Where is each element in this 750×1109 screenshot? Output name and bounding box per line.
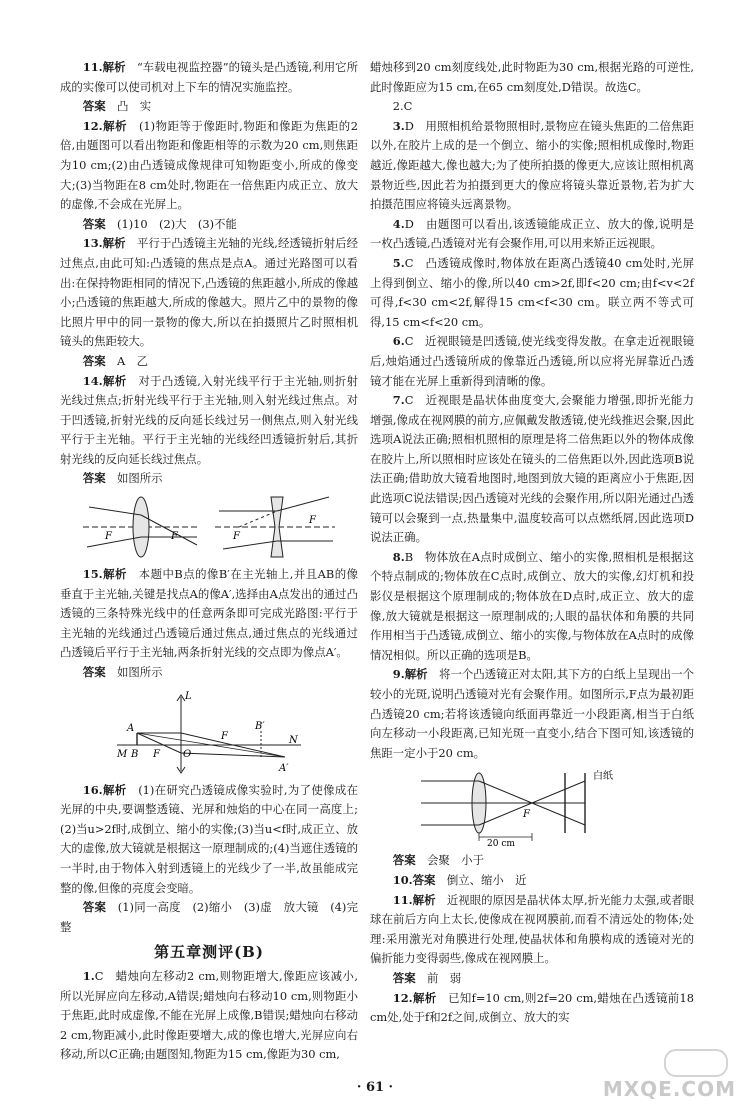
- fig15-label-f: F: [221, 730, 228, 742]
- b10-answer: 10.答案 倒立、缩小 近: [392, 872, 527, 887]
- fig15-label-f-left: F: [153, 748, 160, 760]
- focus-label: F: [523, 809, 530, 821]
- convex-lens-sunlight-diagram: [417, 767, 647, 847]
- b6: 6.C 近视眼镜是凹透镜,使光线变得发散。在拿走近视眼镜后,烛焰通过凸透镜所成的像靠近凸透镜,所以应将光屏靠近凸透镜才能在光屏上重新得到清晰的像。: [370, 334, 694, 388]
- page-number: · 61 ·: [356, 1080, 394, 1095]
- q15-answer: 答案 如图所示: [82, 665, 163, 680]
- fig15-label-m: M: [117, 748, 128, 760]
- b9: 9.解析 将一个凸透镜正对太阳,其下方的白纸上呈现出一个较小的光斑,说明凸透镜对光有会聚作用。如图所示,F点为最初距凸透镜20 cm;若将该透镜向纸面再靠近一小段距离,相当于白纸向左移动一小段距离,已知光斑一直变小,结合下图可知,该透镜的焦距一定小于20 cm。: [370, 667, 694, 760]
- q15: 15.解析 本题中B点的像B′在主光轴上,并且AB的像垂直于主光轴,关键是找点A的像A′,选择由A点发出的通过凸透镜的三条特殊光线中的任意两条即可完成光路图:平行于主光轴的光线通过凸透镜后通过焦点,通过焦点的光线通过凸透镜后平行于主光轴,两条折射光线的交点即为像点A′。: [60, 567, 358, 660]
- lens-ray-diagram-14: [79, 493, 339, 561]
- b5: 5.C 凸透镜成像时,物体放在距离凸透镜40 cm处时,光屏上得到倒立、缩小的像,所以40 cm>2f,即f<20 cm;由f<v<2f可得,f<30 cm<2f,解得15 cm<f<30 cm。联立两不等式可得,15 cm<f<20 cm。: [370, 255, 694, 329]
- watermark-logo: [664, 1049, 728, 1077]
- b11-answer: 答案 前 弱: [392, 970, 462, 985]
- q13: 13.解析 平行于凸透镜主光轴的光线,经透镜折射后经过焦点,由此可知:凸透镜的焦点是点A。通过光路图可以看出:在保持物距相同的情况下,凸透镜的焦距越小,所成的像越小;凸透镜的焦距越大,所成的像越大。照片乙中的景物的像比照片甲中的同一景物的像大,所以在拍摄照片乙时照相机镜头的焦距较大。: [60, 236, 358, 349]
- fig15-label-ap: A′: [279, 762, 289, 774]
- q13-answer: 答案 A 乙: [82, 353, 149, 368]
- b3: 3.D 用照相机给景物照相时,景物应在镜头焦距的二倍焦距以外,在胶片上成的是一个倒立、缩小的实像;照相机成像时,物距越近,像距越大,像也越大;为了使所拍摄的像更大,应该让照相机离景物近些,因此若为拍摄到更大的像应将镜头靠近景物,若为扩大拍摄范围应将镜头远离景物。: [370, 118, 694, 212]
- q16-answer: 答案 (1)同一高度 (2)缩小 (3)虚 放大镜 (4)完整: [60, 900, 358, 934]
- q16: 16.解析 (1)在研究凸透镜成像实验时,为了使像成在光屏的中央,要调整透镜、光屏和烛焰的中心在同一高度上;(2)当u>2f时,成倒立、缩小的实像;(3)当u<f时,成正立、放大的虚像,放大镜就是根据这一原理制成的;(4)当遮住透镜的一半时,由于物体入射到透镜上的光线少了一半,故虽能成完整的像,但像的亮度会变暗。: [60, 782, 358, 895]
- b8: 8.B 物体放在A点时成倒立、缩小的实像,照相机是根据这个特点制成的;物体放在C点时,成倒立、放大的实像,幻灯机和投影仪是根据这个原理制成的;物体放在D点时,成正立、放大的虚像,放大镜就是根据这一原理制成的;人眼的晶状体和角膜的共同作用相当于凸透镜,成倒立、缩小的实像,与物体放在A点时的成像情况相似。所以正确的选项是B。: [370, 549, 694, 662]
- q11-answer: 答案 凸 实: [82, 99, 152, 114]
- left-column: [60, 58, 358, 1065]
- fig14-label-f1: F: [105, 531, 112, 543]
- white-paper-label: 白纸: [593, 771, 613, 783]
- q12-answer: 答案 (1)10 (2)大 (3)不能: [82, 216, 237, 231]
- b1-continued: 蜡烛移到20 cm刻度线处,此时物距为30 cm,根据光路的可逆性,此时像距应为15 cm,在65 cm刻度处,D错误。故选C。: [370, 60, 694, 94]
- fig15-label-b: B: [131, 748, 139, 760]
- b1: 1.C 蜡烛向左移动2 cm,则物距增大,像距应该减小,所以光屏应向左移动,A错误;蜡烛向右移动10 cm,则物距小于焦距,此时成虚像,不能在光屏上成像,B错误;蜡烛向右移动2 cm,物距减小,此时像距要增大,成的像也增大,光屏应向右移动,所以C正确;由题图知,物距为15 cm,像距为30 cm,: [60, 968, 358, 1062]
- watermark: MXQE.COM: [602, 1077, 736, 1101]
- b4: 4.D 由题图可以看出,该透镜能成正立、放大的像,说明是一枚凸透镜,凸透镜对光有会聚作用,可以用来矫正远视眼。: [370, 216, 694, 251]
- fig15-label-l: L: [185, 690, 192, 702]
- fig14-label-f4: F: [309, 515, 316, 527]
- q14: 14.解析 对于凸透镜,入射光线平行于主光轴,则折射光线过焦点;折射光线平行于主光轴,则入射光线过焦点。对于凹透镜,折射光线的反向延长线过另一侧焦点,则入射光线平行于主光轴。平行于主光轴的光线经凹透镜折射后,其折射光线的反向延长线过焦点。: [60, 373, 358, 466]
- fig15-label-bp: B′: [255, 720, 265, 732]
- b12: 12.解析 已知f=10 cm,则2f=20 cm,蜡烛在凸透镜前18 cm处,处于f和2f之间,成倒立、放大的实: [370, 990, 694, 1025]
- b9-answer: 答案 会聚 小于: [392, 853, 484, 868]
- q14-answer: 答案 如图所示: [82, 471, 163, 486]
- b11: 11.解析 近视眼的原因是晶状体太厚,折光能力太强,或者眼球在前后方向上太长,使像成在视网膜前,而看不清远处的物体;处理:采用激光对角膜进行处理,使晶状体和角膜构成的透镜对光的偏折能力变得弱些,像成在视网膜上。: [370, 892, 694, 966]
- fig14-label-f2: F: [171, 531, 178, 543]
- fig14-label-f3: F: [233, 531, 240, 543]
- fig15-label-o: O: [183, 748, 192, 760]
- section-title: 第五章测评(B): [154, 943, 264, 962]
- lens-ray-diagram-15: [109, 687, 309, 777]
- b2: 2.C: [392, 99, 413, 114]
- fig15-label-n: N: [289, 734, 298, 746]
- q11: 11.解析 “车载电视监控器”的镜头是凸透镜,利用它所成的实像可以使司机对上下车的情况实施监控。: [60, 60, 358, 94]
- fig15-label-a: A: [127, 722, 135, 734]
- q12: 12.解析 (1)物距等于像距时,物距和像距为焦距的2倍,由题图可以看出物距和像距相等的示数为20 cm,则焦距为10 cm;(2)由凸透镜成像规律可知物距变小,所成的像变大;(3)当物距在8 cm处时,物距在一倍焦距内成正立、放大的虚像,不会成在光屏上。: [60, 118, 358, 212]
- b7: 7.C 近视眼是晶状体曲度变大,会聚能力增强,即折光能力增强,像成在视网膜的前方,应佩戴发散透镜,使光线推迟会聚,因此选项A说法正确;照相机照相的原理是将二倍焦距以外的物体成像在胶片上,所以照相时应该处在镜头的二倍焦距以外,因此选项B说法正确;借助放大镜看地图时,地图到放大镜的距离应小于焦距,因此选项C说法错误;因凸透镜对光线的会聚作用,所以阳光通过凸透镜可以会聚到一点,热量集中,温度较高可以点燃纸屑,因此选项D说法正确。: [370, 393, 694, 545]
- right-column: [370, 58, 694, 1028]
- distance-label: 20 cm: [487, 839, 515, 848]
